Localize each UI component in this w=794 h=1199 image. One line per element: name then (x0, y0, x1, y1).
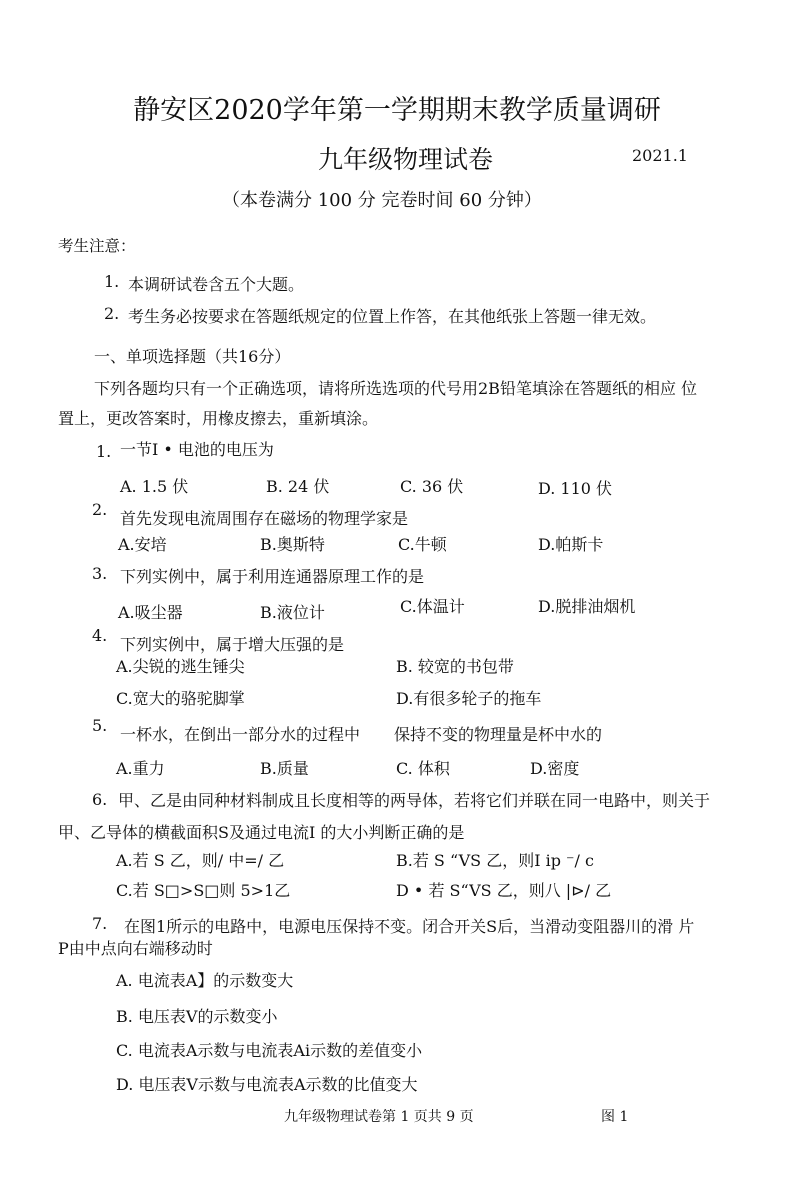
figure-label: 图 1 (601, 1109, 629, 1125)
option-b: B. 电压表V的示数变小 (116, 1007, 278, 1026)
option-b: B. 24 伏 (266, 477, 330, 496)
question-number: 7. (92, 914, 108, 933)
option-c: C.牛顿 (398, 535, 447, 554)
question-stem: 下列实例中，属于利用连通器原理工作的是 (120, 567, 425, 586)
option-c: C.若 S□>S□则 5>1乙 (116, 881, 291, 900)
question-number: 3. (92, 564, 108, 583)
section-instructions-line2: 置上，更改答案时，用橡皮擦去，重新填涂。 (58, 409, 379, 428)
section-instructions-line1: 下列各题均只有一个正确选项，请将所选选项的代号用2B铅笔填涂在答题纸的相应 位 (94, 379, 698, 398)
question-stem-continued: P由中点向右端移动时 (58, 939, 213, 958)
notice-heading: 考生注意： (58, 237, 136, 255)
exam-subtitle: 九年级物理试卷 (318, 145, 494, 174)
option-b: B.若 S “VS 乙，则I ip ⁻/ c (396, 851, 594, 870)
question-number: 1. (96, 442, 112, 461)
question-number: 4. (92, 626, 108, 645)
page-footer: 九年级物理试卷第 1 页共 9 页 (284, 1109, 474, 1125)
question-stem: 下列实例中，属于增大压强的是 (120, 635, 345, 654)
notice-item-text: 考生务必按要求在答题纸规定的位置上作答，在其他纸张上答题一律无效。 (128, 307, 657, 326)
option-a: A.尖锐的逃生锤尖 (116, 657, 245, 676)
question-stem: 一杯水，在倒出一部分水的过程中 (120, 725, 361, 744)
option-c: C. 体积 (396, 759, 450, 778)
notice-item-num: 1. (104, 272, 120, 291)
question-stem: 首先发现电流周围存在磁场的物理学家是 (120, 509, 409, 528)
exam-date: 2021.1 (632, 146, 688, 165)
question-number: 2. (92, 500, 108, 519)
question-stem-continued: 甲、乙导体的横截面积S及通过电流I 的大小判断正确的是 (58, 823, 465, 842)
option-b: B.奥斯特 (260, 535, 325, 554)
section-heading: 一、单项选择题（共16分） (94, 347, 291, 366)
option-a: A. 电流表A】的示数变大 (116, 971, 294, 990)
option-a: A.若 S 乙，则/ 中=/ 乙 (116, 851, 285, 870)
exam-title: 静安区2020学年第一学期期末教学质量调研 (133, 95, 661, 126)
option-d: D.有很多轮子的拖车 (396, 689, 542, 708)
option-d: D • 若 S“VS 乙，则八 |⊳/ 乙 (396, 881, 612, 900)
question-stem: 在图1所示的电路中，电源电压保持不变。闭合开关S后，当滑动变阻器川的滑 片 (124, 917, 695, 936)
option-a: A.重力 (116, 759, 165, 778)
question-stem: 一节I • 电池的电压为 (120, 440, 274, 459)
option-c: C. 电流表A示数与电流表Ai示数的差值变小 (116, 1041, 423, 1060)
option-d: D.脱排油烟机 (538, 597, 636, 616)
option-b: B.液位计 (260, 603, 325, 622)
option-c: C. 36 伏 (400, 477, 464, 496)
option-d: D.帕斯卡 (538, 535, 604, 554)
option-b: B. 较宽的书包带 (396, 657, 514, 676)
question-number: 5. (92, 716, 108, 735)
notice-item-text: 本调研试卷含五个大题。 (128, 275, 305, 294)
option-a: A. 1.5 伏 (120, 477, 189, 496)
option-d: D. 110 伏 (538, 479, 613, 498)
option-a: A.安培 (118, 535, 167, 554)
option-c: C.宽大的骆驼脚掌 (116, 689, 245, 708)
question-stem-continued: 保持不变的物理量是杯中水的 (394, 725, 603, 744)
option-c: C.体温计 (400, 597, 465, 616)
question-number: 6. (92, 790, 108, 809)
exam-note: （本卷满分 100 分 完卷时间 60 分钟） (222, 190, 542, 211)
option-a: A.吸尘器 (118, 603, 183, 622)
option-d: D. 电压表V示数与电流表A示数的比值变大 (116, 1075, 418, 1094)
question-stem: 甲、乙是由同种材料制成且长度相等的两导体，若将它们并联在同一电路中，则关于 (118, 791, 711, 810)
notice-item-num: 2. (104, 304, 120, 323)
option-d: D.密度 (530, 759, 580, 778)
option-b: B.质量 (260, 759, 309, 778)
